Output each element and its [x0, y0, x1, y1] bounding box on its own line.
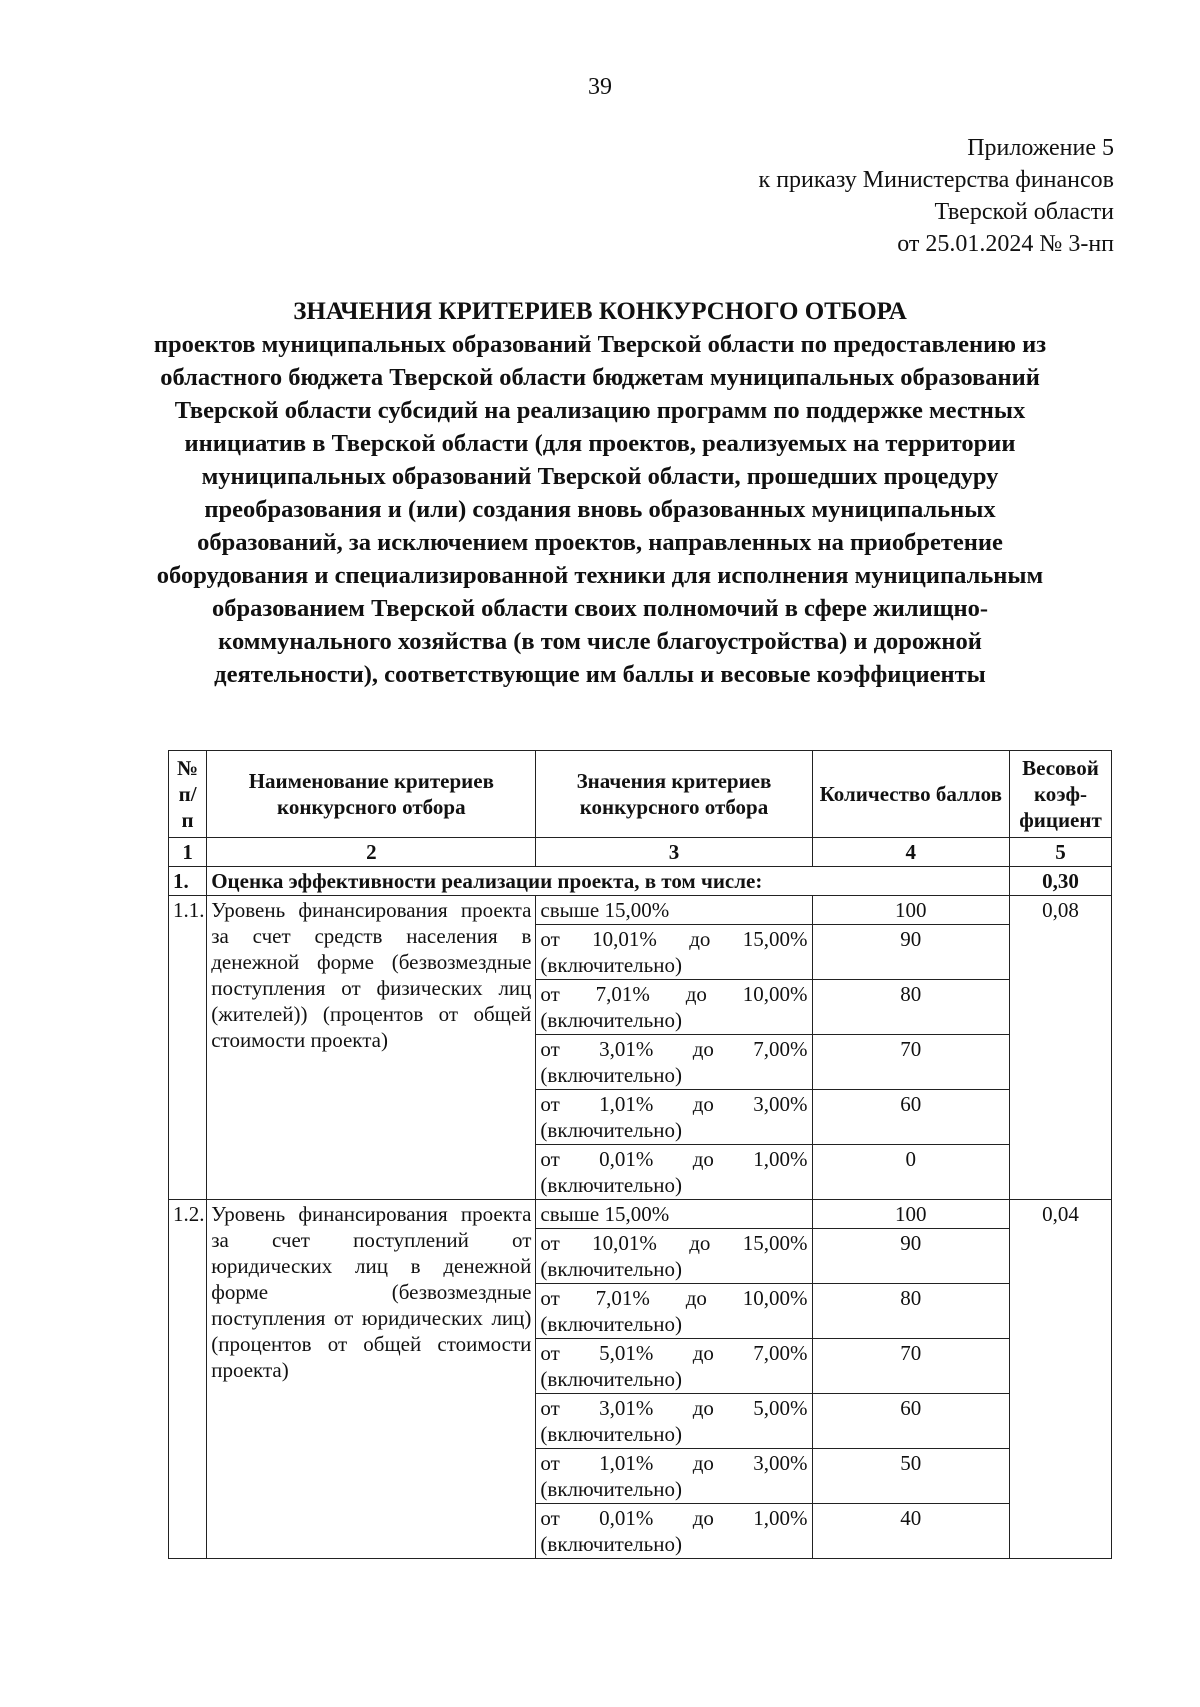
- range-from: от: [540, 1231, 560, 1255]
- range-b: 15,00%: [742, 1231, 808, 1255]
- header-num: № п/п: [169, 751, 207, 838]
- title-main: ЗНАЧЕНИЯ КРИТЕРИЕВ КОНКУРСНОГО ОТБОРА: [293, 298, 907, 325]
- appendix-reference: [759, 132, 1114, 260]
- criterion-points: 80: [812, 1284, 1010, 1339]
- range-suffix: (включительно): [540, 1063, 682, 1087]
- criterion-name: Уровень финансирования проекта за счет средств населения в денежной форме (безвозмездные поступления от физических лиц (жителей)) (процентов от общей стоимости проекта): [207, 896, 536, 1200]
- header-weight: Весовой коэф-фициент: [1010, 751, 1112, 838]
- value-range: [540, 1230, 807, 1256]
- col-number: 2: [207, 838, 536, 867]
- range-a: 7,01%: [595, 1286, 650, 1310]
- range-a: 1,01%: [599, 1092, 654, 1116]
- criterion-weight: 0,08: [1010, 896, 1112, 1200]
- range-to: до: [692, 1506, 714, 1530]
- criterion-value: [536, 1229, 812, 1284]
- range-suffix: (включительно): [540, 953, 682, 977]
- range-from: от: [540, 1451, 560, 1475]
- appendix-line-2: к приказу Министерства финансов: [758, 167, 1114, 193]
- range-from: от: [540, 1037, 560, 1061]
- range-a: 10,01%: [592, 1231, 657, 1255]
- criterion-weight: 0,04: [1010, 1200, 1112, 1559]
- appendix-line-1: Приложение 5: [967, 135, 1114, 161]
- range-b: 1,00%: [753, 1506, 808, 1530]
- range-from: от: [540, 1092, 560, 1116]
- range-a: 5,01%: [599, 1341, 654, 1365]
- section-weight: 0,30: [1010, 867, 1112, 896]
- col-number: 5: [1010, 838, 1112, 867]
- criterion-points: 50: [812, 1449, 1010, 1504]
- value-range: [540, 1340, 807, 1366]
- criterion-value: [536, 1449, 812, 1504]
- range-b: 3,00%: [753, 1451, 808, 1475]
- range-b: 7,00%: [753, 1037, 808, 1061]
- criterion-value: [536, 980, 812, 1035]
- criterion-points: 0: [812, 1145, 1010, 1200]
- range-to: до: [685, 1286, 707, 1310]
- value-range: [540, 981, 807, 1007]
- range-suffix: (включительно): [540, 1257, 682, 1281]
- value-range: [540, 926, 807, 952]
- range-b: 15,00%: [742, 927, 808, 951]
- col-number: 4: [812, 838, 1010, 867]
- criterion-num: 1.1.: [169, 896, 207, 1200]
- range-from: от: [540, 1286, 560, 1310]
- criterion-value: [536, 1035, 812, 1090]
- criterion-value: [536, 1284, 812, 1339]
- range-b: 3,00%: [753, 1092, 808, 1116]
- criterion-points: 40: [812, 1504, 1010, 1559]
- criterion-value: [536, 1200, 812, 1229]
- criterion-value: [536, 1394, 812, 1449]
- header-values: Значения критериев конкурсного отбора: [536, 751, 812, 838]
- col-number: 1: [169, 838, 207, 867]
- range-to: до: [685, 982, 707, 1006]
- criteria-table: [168, 750, 1112, 1559]
- range-to: до: [692, 1037, 714, 1061]
- table-header-row: [169, 751, 1112, 838]
- value-range: [540, 1091, 807, 1117]
- section-num: 1.: [169, 867, 207, 896]
- criterion-points: 70: [812, 1035, 1010, 1090]
- range-from: от: [540, 1396, 560, 1420]
- range-b: 10,00%: [742, 1286, 808, 1310]
- value-range: [540, 1395, 807, 1421]
- criterion-value: [536, 1145, 812, 1200]
- value-range: [540, 1146, 807, 1172]
- criterion-value: [536, 1339, 812, 1394]
- criterion-num: 1.2.: [169, 1200, 207, 1559]
- range-from: от: [540, 1147, 560, 1171]
- criterion-points: 100: [812, 1200, 1010, 1229]
- criterion-value: [536, 925, 812, 980]
- section-row: [169, 867, 1112, 896]
- criterion-points: 100: [812, 896, 1010, 925]
- range-to: до: [692, 1147, 714, 1171]
- appendix-line-3: Тверской области: [934, 199, 1114, 225]
- range-suffix: (включительно): [540, 1367, 682, 1391]
- header-name: Наименование критериев конкурсного отбора: [207, 751, 536, 838]
- header-points: Количество баллов: [812, 751, 1010, 838]
- range-a: 0,01%: [599, 1147, 654, 1171]
- page-number: 39: [588, 74, 612, 100]
- range-to: до: [692, 1341, 714, 1365]
- range-from: от: [540, 982, 560, 1006]
- title-subtitle: проектов муниципальных образований Тверской области по предоставлению из областного бюджета Тверской области бюджетам муниципальных образований Тверской области субсидий на реализацию программ по поддержке местных инициатив в Тверской области (для проектов, реализуемых на территории муниципальных образований Тверской области, прошедших процедуру преобразования и (или) создания вновь образованных муниципальных образований, за исключением проектов, направленных на приобретение оборудования и специализированной техники для исполнения муниципальным образованием Тверской области своих полномочий в сфере жилищно-коммунального хозяйства (в том числе благоустройства) и дорожной деятельности), соответствующие им баллы и весовые коэффициенты: [153, 331, 1047, 688]
- range-to: до: [692, 1451, 714, 1475]
- range-to: до: [692, 1092, 714, 1116]
- criterion-points: 90: [812, 1229, 1010, 1284]
- range-suffix: (включительно): [540, 1173, 682, 1197]
- value-text: свыше 15,00%: [540, 898, 670, 922]
- range-suffix: (включительно): [540, 1312, 682, 1336]
- range-to: до: [689, 1231, 711, 1255]
- range-b: 7,00%: [753, 1341, 808, 1365]
- range-from: от: [540, 1506, 560, 1530]
- col-number: 3: [536, 838, 812, 867]
- range-b: 5,00%: [753, 1396, 808, 1420]
- criterion-value: [536, 1090, 812, 1145]
- range-b: 1,00%: [753, 1147, 808, 1171]
- criterion-points: 60: [812, 1090, 1010, 1145]
- criterion-points: 80: [812, 980, 1010, 1035]
- range-from: от: [540, 927, 560, 951]
- table-row: [169, 896, 1112, 925]
- range-suffix: (включительно): [540, 1477, 682, 1501]
- criterion-points: 90: [812, 925, 1010, 980]
- range-suffix: (включительно): [540, 1532, 682, 1556]
- range-suffix: (включительно): [540, 1008, 682, 1032]
- table-row: [169, 1200, 1112, 1229]
- column-numbers-row: [169, 838, 1112, 867]
- value-text: свыше 15,00%: [540, 1202, 670, 1226]
- range-suffix: (включительно): [540, 1422, 682, 1446]
- document-title: [140, 295, 1060, 691]
- range-a: 0,01%: [599, 1506, 654, 1530]
- range-a: 1,01%: [599, 1451, 654, 1475]
- range-a: 7,01%: [595, 982, 650, 1006]
- range-a: 3,01%: [599, 1396, 654, 1420]
- value-range: [540, 1036, 807, 1062]
- criterion-value: [536, 896, 812, 925]
- range-to: до: [692, 1396, 714, 1420]
- criterion-name: Уровень финансирования проекта за счет поступлений от юридических лиц в денежной форме (безвозмездные поступления от юридических лиц) (процентов от общей стоимости проекта): [207, 1200, 536, 1559]
- value-range: [540, 1450, 807, 1476]
- range-to: до: [689, 927, 711, 951]
- range-b: 10,00%: [742, 982, 808, 1006]
- value-range: [540, 1505, 807, 1531]
- range-from: от: [540, 1341, 560, 1365]
- criterion-points: 70: [812, 1339, 1010, 1394]
- criterion-points: 60: [812, 1394, 1010, 1449]
- value-range: [540, 1285, 807, 1311]
- section-label: Оценка эффективности реализации проекта, в том числе:: [207, 867, 1010, 896]
- range-a: 3,01%: [599, 1037, 654, 1061]
- appendix-line-4: от 25.01.2024 № 3-нп: [897, 231, 1114, 257]
- range-a: 10,01%: [592, 927, 657, 951]
- range-suffix: (включительно): [540, 1118, 682, 1142]
- criterion-value: [536, 1504, 812, 1559]
